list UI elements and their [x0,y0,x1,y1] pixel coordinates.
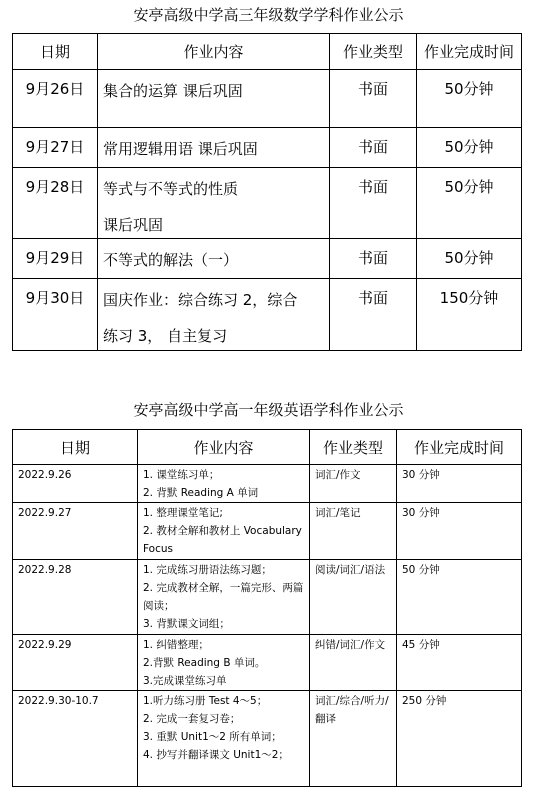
english-homework-table [12,429,522,787]
row-type: 书面 [330,70,417,128]
row-content: 等式与不等式的性质 课后巩固 [98,168,330,239]
row-type: 书面 [330,239,417,279]
row-time: 45 分钟 [397,635,522,691]
table-row [13,635,522,691]
row-type: 书面 [330,168,417,239]
row-type: 纠错/词汇/作文 [310,635,397,691]
header-type: 作业类型 [310,430,397,465]
table-row [13,239,522,279]
header-content: 作业内容 [98,34,330,70]
row-content: 集合的运算 课后巩固 [98,70,330,128]
row-content: 1. 整理课堂笔记; 2. 教材全解和教材上 Vocabulary Focus [138,503,310,560]
row-type: 词汇/综合/听力/翻译 [310,691,397,787]
row-date: 2022.9.30-10.7 [13,691,138,787]
row-type: 词汇/笔记 [310,503,397,560]
row-date: 9月27日 [13,128,98,168]
table-row [13,691,522,787]
row-type: 书面 [330,128,417,168]
header-row [13,34,522,70]
row-date: 2022.9.26 [13,465,138,503]
table-row [13,465,522,503]
row-date: 9月30日 [13,279,98,351]
row-content: 1. 纠错整理； 2.背默 Reading B 单词。 3.完成课堂练习单 [138,635,310,691]
table-row [13,279,522,351]
table-row [13,168,522,239]
row-content: 1. 完成练习册语法练习题； 2. 完成教材全解，一篇完形、两篇阅读； 3. 背默课文词组； [138,560,310,635]
header-date: 日期 [13,430,138,465]
row-type: 阅读/词汇/语法 [310,560,397,635]
row-time: 50分钟 [417,168,522,239]
row-type: 词汇/作文 [310,465,397,503]
row-time: 30 分钟 [397,503,522,560]
header-type: 作业类型 [330,34,417,70]
header-time: 作业完成时间 [397,430,522,465]
row-date: 2022.9.29 [13,635,138,691]
row-date: 2022.9.28 [13,560,138,635]
header-content: 作业内容 [138,430,310,465]
row-time: 250 分钟 [397,691,522,787]
row-content: 1.听力练习册 Test 4～5； 2. 完成一套复习卷； 3. 重默 Unit1～2 所有单词； 4. 抄写并翻译课文 Unit1～2； [138,691,310,787]
math-table-title: 安亭高级中学高三年级数学学科作业公示 [133,6,404,24]
row-content: 国庆作业：综合练习 2，综合 练习 3， 自主复习 [98,279,330,351]
row-content: 常用逻辑用语 课后巩固 [98,128,330,168]
header-date: 日期 [13,34,98,70]
row-time: 50 分钟 [397,560,522,635]
row-content: 不等式的解法（一） [98,239,330,279]
row-time: 50分钟 [417,128,522,168]
table-row [13,503,522,560]
table-row [13,560,522,635]
math-homework-table [12,33,522,351]
row-time: 150分钟 [417,279,522,351]
row-time: 50分钟 [417,70,522,128]
header-time: 作业完成时间 [417,34,522,70]
row-type: 书面 [330,279,417,351]
row-date: 9月26日 [13,70,98,128]
english-table-title: 安亭高级中学高一年级英语学科作业公示 [133,401,404,419]
row-content: 1. 课堂练习单； 2. 背默 Reading A 单词 [138,465,310,503]
row-time: 30 分钟 [397,465,522,503]
row-date: 9月28日 [13,168,98,239]
header-row [13,430,522,465]
row-time: 50分钟 [417,239,522,279]
row-date: 2022.9.27 [13,503,138,560]
table-row [13,128,522,168]
table-row [13,70,522,128]
row-date: 9月29日 [13,239,98,279]
